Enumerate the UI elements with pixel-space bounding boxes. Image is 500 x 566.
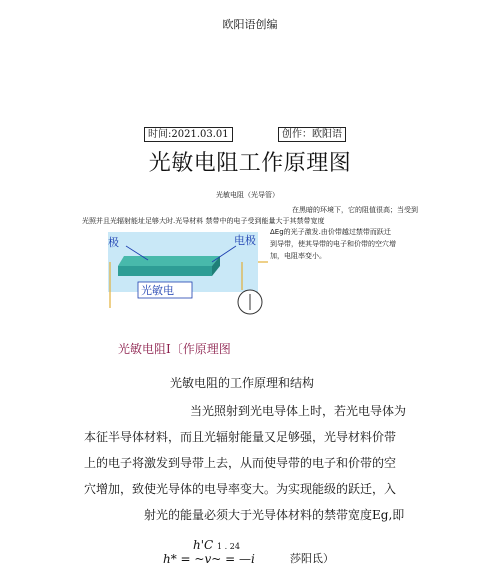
paragraph-line: 射光的能量必须大于光导体材料的禁带宽度Eg,即 bbox=[144, 508, 405, 522]
paragraph-line: 本征半导体材料，而且光辐射能量又足够强，光导材料价带 bbox=[84, 430, 397, 444]
formula-numerator bbox=[193, 538, 240, 552]
electrode-label-left: 极 bbox=[108, 236, 119, 249]
description-column bbox=[270, 226, 430, 262]
formula-suffix: 莎阳氐） bbox=[290, 552, 334, 565]
formula-top-text: h'C bbox=[193, 538, 214, 552]
description-line-2: 光照并且光辐射能址足够大时.光导材料 禁带中的电子受到能量大于其禁带宽度 bbox=[82, 217, 325, 225]
author-stamp: 创作：欧阳语 bbox=[278, 127, 346, 142]
page-title: 光敏电阻工作原理图 bbox=[148, 151, 352, 176]
paragraph-line: 穴增加，致使光导体的电导率变大。为实现能级的跃迁，入 bbox=[84, 482, 397, 496]
photoresistor-diagram bbox=[108, 232, 268, 332]
paragraph-line: 当光照射到光电导体上时，若光电导体为 bbox=[190, 404, 407, 418]
formula-top-sub: 1 . 24 bbox=[217, 542, 240, 551]
page-header: 欧阳语创编 bbox=[222, 18, 278, 31]
center-label: 光敏电 bbox=[141, 284, 174, 297]
electrode-label-right: 电极 bbox=[234, 234, 256, 247]
body-paragraph bbox=[84, 398, 424, 528]
description-column-line: ΔEg的光子激发.由价带越过禁带而跃迁 bbox=[270, 228, 391, 236]
section-title: 光敏电阻的工作原理和结构 bbox=[170, 376, 315, 390]
diagram-caption: 光敏电阻I〔作原理图 bbox=[118, 342, 231, 356]
slab-top bbox=[118, 256, 220, 266]
slab-front bbox=[118, 266, 212, 276]
description-line-1: 在黑暗的环境下，它的阻值很高；当受到 bbox=[292, 206, 418, 214]
description-column-line: 到导带，使其导带的电子和价带的空穴增 bbox=[270, 240, 396, 248]
formula-equation: h* = ~v~ = —i bbox=[163, 552, 255, 566]
description-column-line: 加，电阻率变小。 bbox=[270, 252, 326, 260]
paragraph-line: 上的电子将激发到导带上去，从而使导带的电子和价带的空 bbox=[84, 456, 397, 470]
time-stamp: 时间:2021.03.01 bbox=[144, 127, 233, 142]
diagram-subtitle: 光敏电阻（光导管） bbox=[216, 191, 279, 199]
